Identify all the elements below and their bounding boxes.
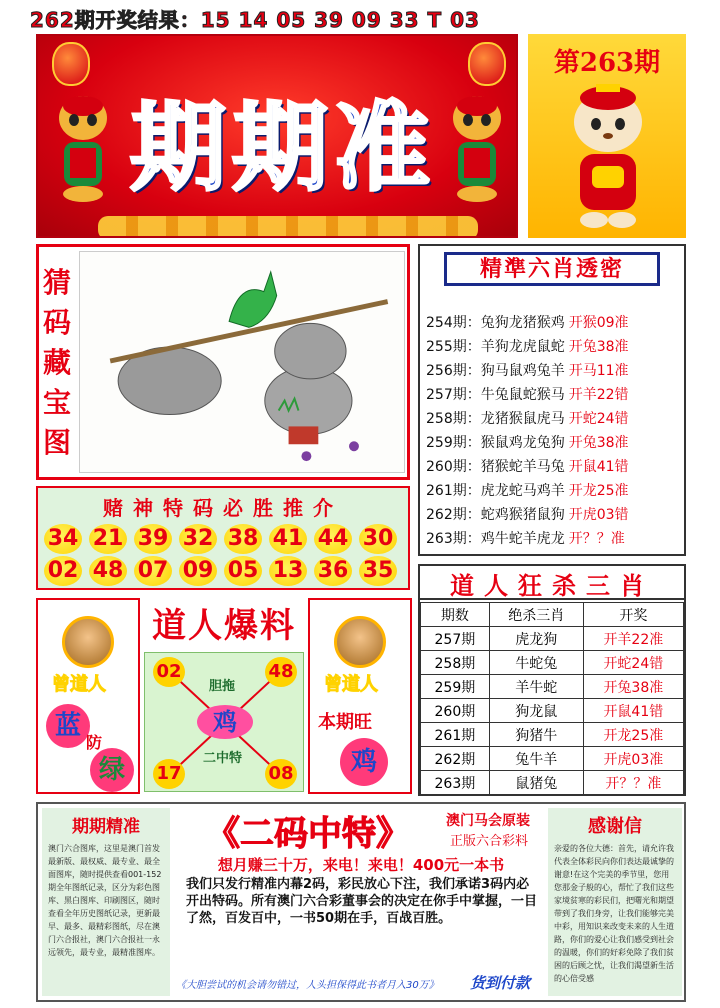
riddle-drawing bbox=[79, 251, 405, 473]
banner-title: 期期准 bbox=[130, 91, 436, 204]
number-ball: 07 bbox=[134, 556, 172, 586]
this-period-label: 本期旺 bbox=[318, 712, 372, 733]
thanks-text: 亲爱的各位大德：首先，请允许我代表全体彩民向你们表达最诚挚的谢意!在这个完美的季节里，您用您那金子般的心，帮忙了我们这些家境贫寒的彩民们，把曙光和期望带到了我们身旁，让我们能够完美中彩，用知识来改变未来的人生道路，你们的爱心让我们感受到社会的温暖，你们的好彩免除了我们贫困的后顾之忧，让我们渴望新生活的心倍受感 bbox=[554, 844, 674, 983]
corner-number: 17 bbox=[153, 759, 185, 789]
table-cell: 开兔38准 bbox=[583, 675, 683, 699]
slogan: 想月赚三十万，来电！来电！400元一本书 bbox=[217, 856, 505, 874]
table-cell: 257期 bbox=[421, 627, 490, 651]
dog-mascot-icon bbox=[562, 82, 654, 232]
number-ball: 09 bbox=[179, 556, 217, 586]
lucky-zodiac: 鸡 bbox=[340, 738, 388, 786]
history-result: 开兔38准 bbox=[568, 339, 629, 355]
avatar bbox=[62, 616, 114, 668]
history-result: 开兔38准 bbox=[568, 435, 629, 451]
table-cell: 258期 bbox=[421, 651, 490, 675]
dog-mascot-icon bbox=[48, 86, 118, 206]
table-cell: 261期 bbox=[421, 723, 490, 747]
list-item bbox=[426, 504, 682, 528]
table-cell: 虎龙狗 bbox=[489, 627, 583, 651]
history-period: 263期：鸡牛蛇羊虎龙 bbox=[426, 531, 565, 547]
table-cell: 开虎03准 bbox=[583, 747, 683, 771]
number-ball: 35 bbox=[359, 556, 397, 586]
center-zodiac: 鸡 bbox=[197, 705, 253, 739]
list-item bbox=[426, 360, 682, 384]
table-header: 开奖 bbox=[583, 603, 683, 627]
qq-title: 期期精准 bbox=[72, 817, 140, 837]
number-ball: 30 bbox=[359, 524, 397, 554]
history-period: 262期：蛇鸡猴猪鼠狗 bbox=[426, 507, 565, 523]
label-char: 猜 bbox=[42, 266, 71, 299]
list-item bbox=[426, 336, 682, 360]
table-cell: 260期 bbox=[421, 699, 490, 723]
kill-title: 道人狂杀三肖 bbox=[420, 566, 684, 600]
table-row bbox=[421, 747, 684, 771]
table-cell: 兔牛羊 bbox=[489, 747, 583, 771]
history-result: 开猴09准 bbox=[568, 315, 629, 331]
number-ball: 36 bbox=[314, 556, 352, 586]
macau-label-1: 澳门马会原装 bbox=[446, 813, 530, 829]
macau-label-2: 正版六合彩料 bbox=[450, 834, 529, 849]
history-result: 开蛇24错 bbox=[568, 411, 629, 427]
list-item bbox=[426, 480, 682, 504]
history-period: 259期：猴鼠鸡龙兔狗 bbox=[426, 435, 565, 451]
table-row bbox=[421, 723, 684, 747]
leak-title: 道人爆料 bbox=[152, 606, 296, 646]
corner-number: 02 bbox=[153, 657, 185, 687]
number-ball: 13 bbox=[269, 556, 307, 586]
corner-number: 48 bbox=[265, 657, 297, 687]
table-row bbox=[421, 699, 684, 723]
table-cell: 狗龙鼠 bbox=[489, 699, 583, 723]
issue-label: 第263期 bbox=[553, 48, 661, 78]
list-item bbox=[426, 528, 682, 552]
dantuo-label: 胆拖 bbox=[209, 679, 236, 694]
avatar bbox=[334, 616, 386, 668]
erma-title: 《二码中特》 bbox=[206, 814, 410, 854]
qq-text: 澳门六合图库，这里是澳门首发最新版、最权威、最专业、最全面图库，随时提供查看001-152期全年图纸记录，区分为彩色图库、黑白图库、印刷图区，随时查看全年历史图纸记录，更新最早、最多、最精彩图纸，尽在澳门六合报社，澳门六合报社一永远领先，最专业，最精准图库。 bbox=[48, 844, 162, 957]
thanks-title: 感谢信 bbox=[588, 816, 642, 837]
history-period: 261期：虎龙蛇马鸡羊 bbox=[426, 483, 565, 499]
dao-ren-leak-center bbox=[144, 598, 304, 794]
corner-number: 08 bbox=[265, 759, 297, 789]
history-result: 开？？准 bbox=[568, 531, 625, 547]
cash-on-delivery: 货到付款 bbox=[470, 974, 531, 992]
table-cell: 狗猪牛 bbox=[489, 723, 583, 747]
number-ball: 48 bbox=[89, 556, 127, 586]
green-wave-char: 绿 bbox=[90, 748, 134, 792]
footer-note: 《大胆尝试的机会请勿错过，人头担保得此书者月入30万》 bbox=[176, 980, 439, 991]
table-cell: 开蛇24错 bbox=[583, 651, 683, 675]
number-ball: 34 bbox=[44, 524, 82, 554]
gamble-title: 赌神特码必胜推介 bbox=[103, 496, 343, 520]
cross-number-box bbox=[144, 652, 304, 792]
history-title-box bbox=[444, 252, 660, 286]
history-result: 开羊22错 bbox=[568, 387, 629, 403]
table-cell: 羊牛蛇 bbox=[489, 675, 583, 699]
number-ball: 02 bbox=[44, 556, 82, 586]
history-result: 开龙25准 bbox=[568, 483, 629, 499]
number-ball: 05 bbox=[224, 556, 262, 586]
list-item bbox=[426, 432, 682, 456]
dao-ren-right-card bbox=[308, 598, 412, 794]
history-period: 257期：牛兔鼠蛇猴马 bbox=[426, 387, 565, 403]
table-row bbox=[421, 627, 684, 651]
gold-ingots-decoration bbox=[98, 216, 478, 238]
table-header: 绝杀三肖 bbox=[489, 603, 583, 627]
table-row bbox=[421, 771, 684, 795]
erzhongte-label: 二中特 bbox=[203, 751, 243, 766]
table-cell: 牛蛇兔 bbox=[489, 651, 583, 675]
title-banner bbox=[36, 34, 518, 238]
label-char: 藏 bbox=[42, 346, 71, 379]
history-period: 256期：狗马鼠鸡兔羊 bbox=[426, 363, 565, 379]
number-ball: 32 bbox=[179, 524, 217, 554]
issue-panel bbox=[528, 34, 686, 238]
table-row bbox=[421, 651, 684, 675]
table-header: 期数 bbox=[421, 603, 490, 627]
list-item bbox=[426, 384, 682, 408]
lantern-icon bbox=[468, 42, 506, 86]
history-title: 精準六肖透密 bbox=[479, 256, 624, 282]
history-period: 260期：猪猴蛇羊马兔 bbox=[426, 459, 565, 475]
dao-ren-name: 曾道人 bbox=[52, 674, 106, 695]
kill-table bbox=[420, 602, 684, 795]
history-period: 254期：兔狗龙猪猴鸡 bbox=[426, 315, 565, 331]
dog-mascot-icon bbox=[442, 86, 512, 206]
draw-result-line: 262期开奖结果：15 14 05 39 09 33 T 03 bbox=[30, 8, 480, 32]
number-ball: 41 bbox=[269, 524, 307, 554]
list-item bbox=[426, 408, 682, 432]
label-char: 图 bbox=[42, 426, 71, 459]
history-result: 开马11准 bbox=[568, 363, 629, 379]
table-cell: 开羊22准 bbox=[583, 627, 683, 651]
six-zodiac-history-panel bbox=[418, 244, 686, 556]
list-item bbox=[426, 456, 682, 480]
label-char: 码 bbox=[42, 306, 71, 339]
history-period: 258期：龙猪猴鼠虎马 bbox=[426, 411, 565, 427]
guard-char: 防 bbox=[86, 733, 103, 752]
body-text: 我们只发行精准内幕2码，彩民放心下注，我们承诺3码内必开出特码。所有澳门六合彩董事会的决定在你手中掌握，一目了然，百发百中，一书50期在手，百战百胜。 bbox=[186, 877, 538, 926]
treasure-map-panel bbox=[36, 244, 410, 480]
table-cell: 开？？准 bbox=[583, 771, 683, 795]
number-ball: 38 bbox=[224, 524, 262, 554]
table-row bbox=[421, 675, 684, 699]
dao-ren-name: 曾道人 bbox=[324, 674, 378, 695]
number-ball: 39 bbox=[134, 524, 172, 554]
treasure-map-label bbox=[39, 247, 75, 477]
table-cell: 259期 bbox=[421, 675, 490, 699]
table-cell: 开龙25准 bbox=[583, 723, 683, 747]
ad-section bbox=[36, 802, 686, 1002]
thanks-letter-box bbox=[548, 808, 682, 996]
table-cell: 开鼠41错 bbox=[583, 699, 683, 723]
table-cell: 262期 bbox=[421, 747, 490, 771]
history-result: 开虎03错 bbox=[568, 507, 629, 523]
qq-box bbox=[42, 808, 170, 996]
list-item bbox=[426, 312, 682, 336]
table-cell: 鼠猪兔 bbox=[489, 771, 583, 795]
table-cell: 263期 bbox=[421, 771, 490, 795]
history-result: 开鼠41错 bbox=[568, 459, 629, 475]
dao-ren-left-card bbox=[36, 598, 140, 794]
label-char: 宝 bbox=[42, 386, 71, 419]
blue-wave-char: 蓝 bbox=[46, 704, 90, 748]
number-ball: 21 bbox=[89, 524, 127, 554]
lantern-icon bbox=[52, 42, 90, 86]
history-period: 255期：羊狗龙虎鼠蛇 bbox=[426, 339, 565, 355]
gambler-recommend-panel bbox=[36, 486, 410, 590]
kill-three-zodiac-panel bbox=[418, 564, 686, 796]
number-ball: 44 bbox=[314, 524, 352, 554]
